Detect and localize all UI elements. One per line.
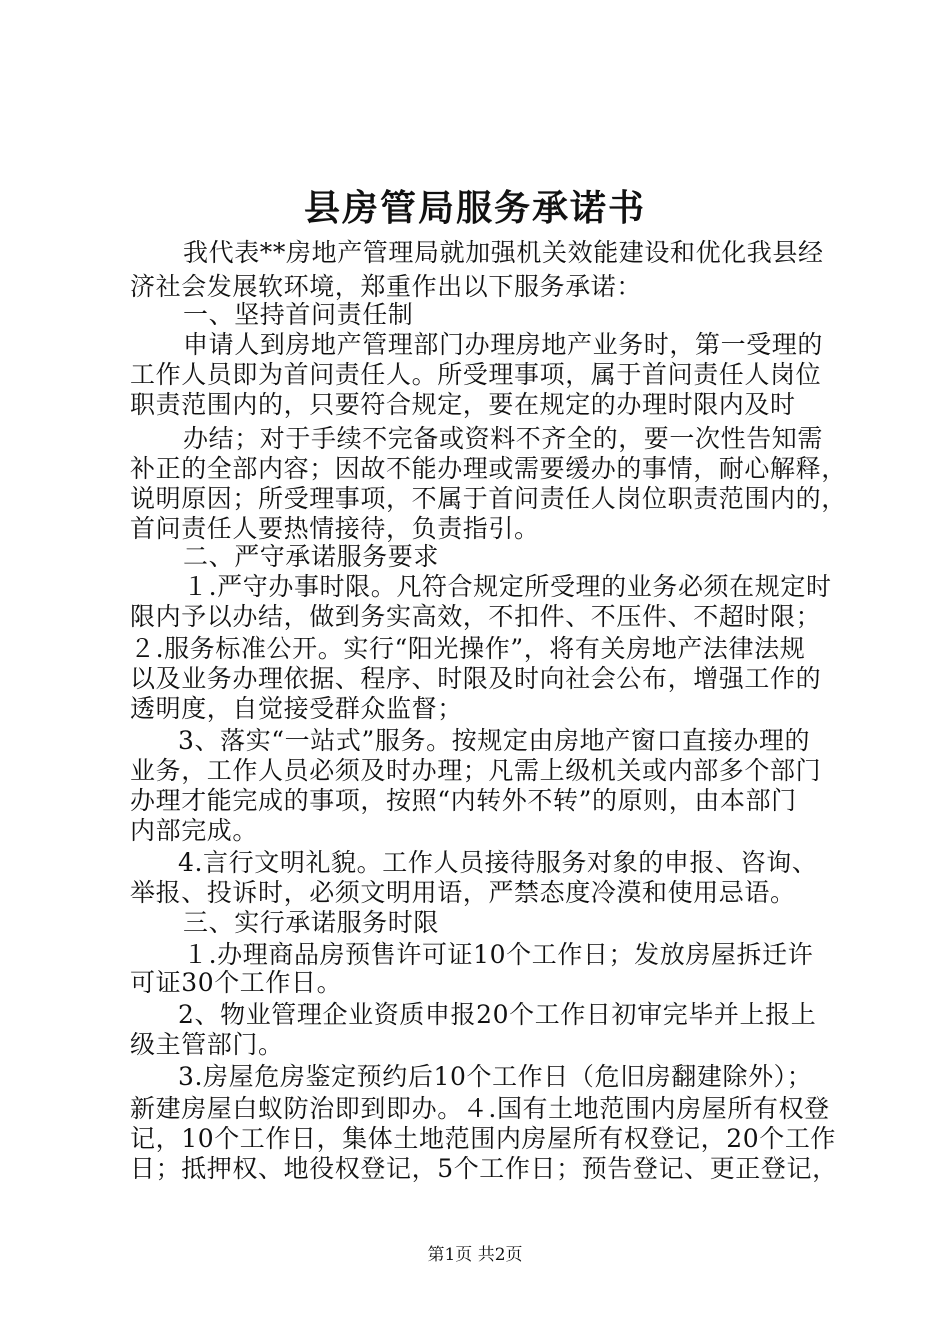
body-line: 可证30个工作日。 [130, 968, 343, 997]
body-line: 业务，工作人员必须及时办理；凡需上级机关或内部多个部门 [130, 756, 822, 785]
body-line: 新建房屋白蚁防治即到即办。４.国有土地范围内房屋所有权登 [130, 1094, 830, 1123]
body-line: 济社会发展软环境，郑重作出以下服务承诺： [130, 272, 643, 301]
body-line: 以及业务办理依据、程序、时限及时向社会公布，增强工作的 [130, 664, 822, 693]
body-line: ２.服务标准公开。实行“阳光操作”，将有关房地产法律法规 [130, 634, 806, 663]
body-line: １.严守办事时限。凡符合规定所受理的业务必须在规定时 [183, 572, 832, 601]
body-line: 首问责任人要热情接待，负责指引。 [130, 514, 540, 543]
body-line: 透明度，自觉接受群众监督； [130, 694, 463, 723]
body-line: 限内予以办结，做到务实高效，不扣件、不压件、不超时限； [130, 602, 822, 631]
body-line: 4.言行文明礼貌。工作人员接待服务对象的申报、咨询、 [178, 848, 818, 877]
body-line: 我代表**房地产管理局就加强机关效能建设和优化我县经 [183, 238, 824, 267]
body-line: 内部完成。 [130, 816, 259, 845]
body-line: １.办理商品房预售许可证10个工作日；发放房屋拆迁许 [183, 940, 814, 969]
body-line: 日；抵押权、地役权登记，5个工作日；预告登记、更正登记， [130, 1154, 838, 1183]
body-line: 职责范围内的，只要符合规定，要在规定的办理时限内及时 [130, 390, 796, 419]
body-line: 举报、投诉时，必须文明用语，严禁态度冷漠和使用忌语。 [130, 878, 796, 907]
body-line: 补正的全部内容；因故不能办理或需要缓办的事情，耐心解释， [130, 454, 847, 483]
section-heading: 三、实行承诺服务时限 [183, 908, 440, 937]
body-line: 3、落实“一站式”服务。按规定由房地产窗口直接办理的 [178, 726, 811, 755]
body-line: 申请人到房地产管理部门办理房地产业务时，第一受理的 [183, 330, 824, 359]
body-line: 记，10个工作日，集体土地范围内房屋所有权登记，20个工作 [130, 1124, 837, 1153]
body-line: 办结；对于手续不完备或资料不齐全的，要一次性告知需 [183, 424, 824, 453]
body-line: 3.房屋危房鉴定预约后10个工作日（危旧房翻建除外）； [178, 1062, 813, 1091]
section-heading: 一、坚持首问责任制 [183, 300, 414, 329]
page-footer: 第1页 共2页 [427, 1245, 523, 1265]
body-line: 级主管部门。 [130, 1030, 284, 1059]
body-line: 说明原因；所受理事项，不属于首问责任人岗位职责范围内的， [130, 484, 847, 513]
section-heading: 二、严守承诺服务要求 [183, 542, 440, 571]
document-title: 县房管局服务承诺书 [303, 187, 646, 229]
body-line: 2、物业管理企业资质申报20个工作日初审完毕并上报上 [178, 1000, 817, 1029]
body-line: 工作人员即为首问责任人。所受理事项，属于首问责任人岗位 [130, 360, 822, 389]
body-line: 办理才能完成的事项，按照“内转外不转”的原则，由本部门 [130, 786, 797, 815]
